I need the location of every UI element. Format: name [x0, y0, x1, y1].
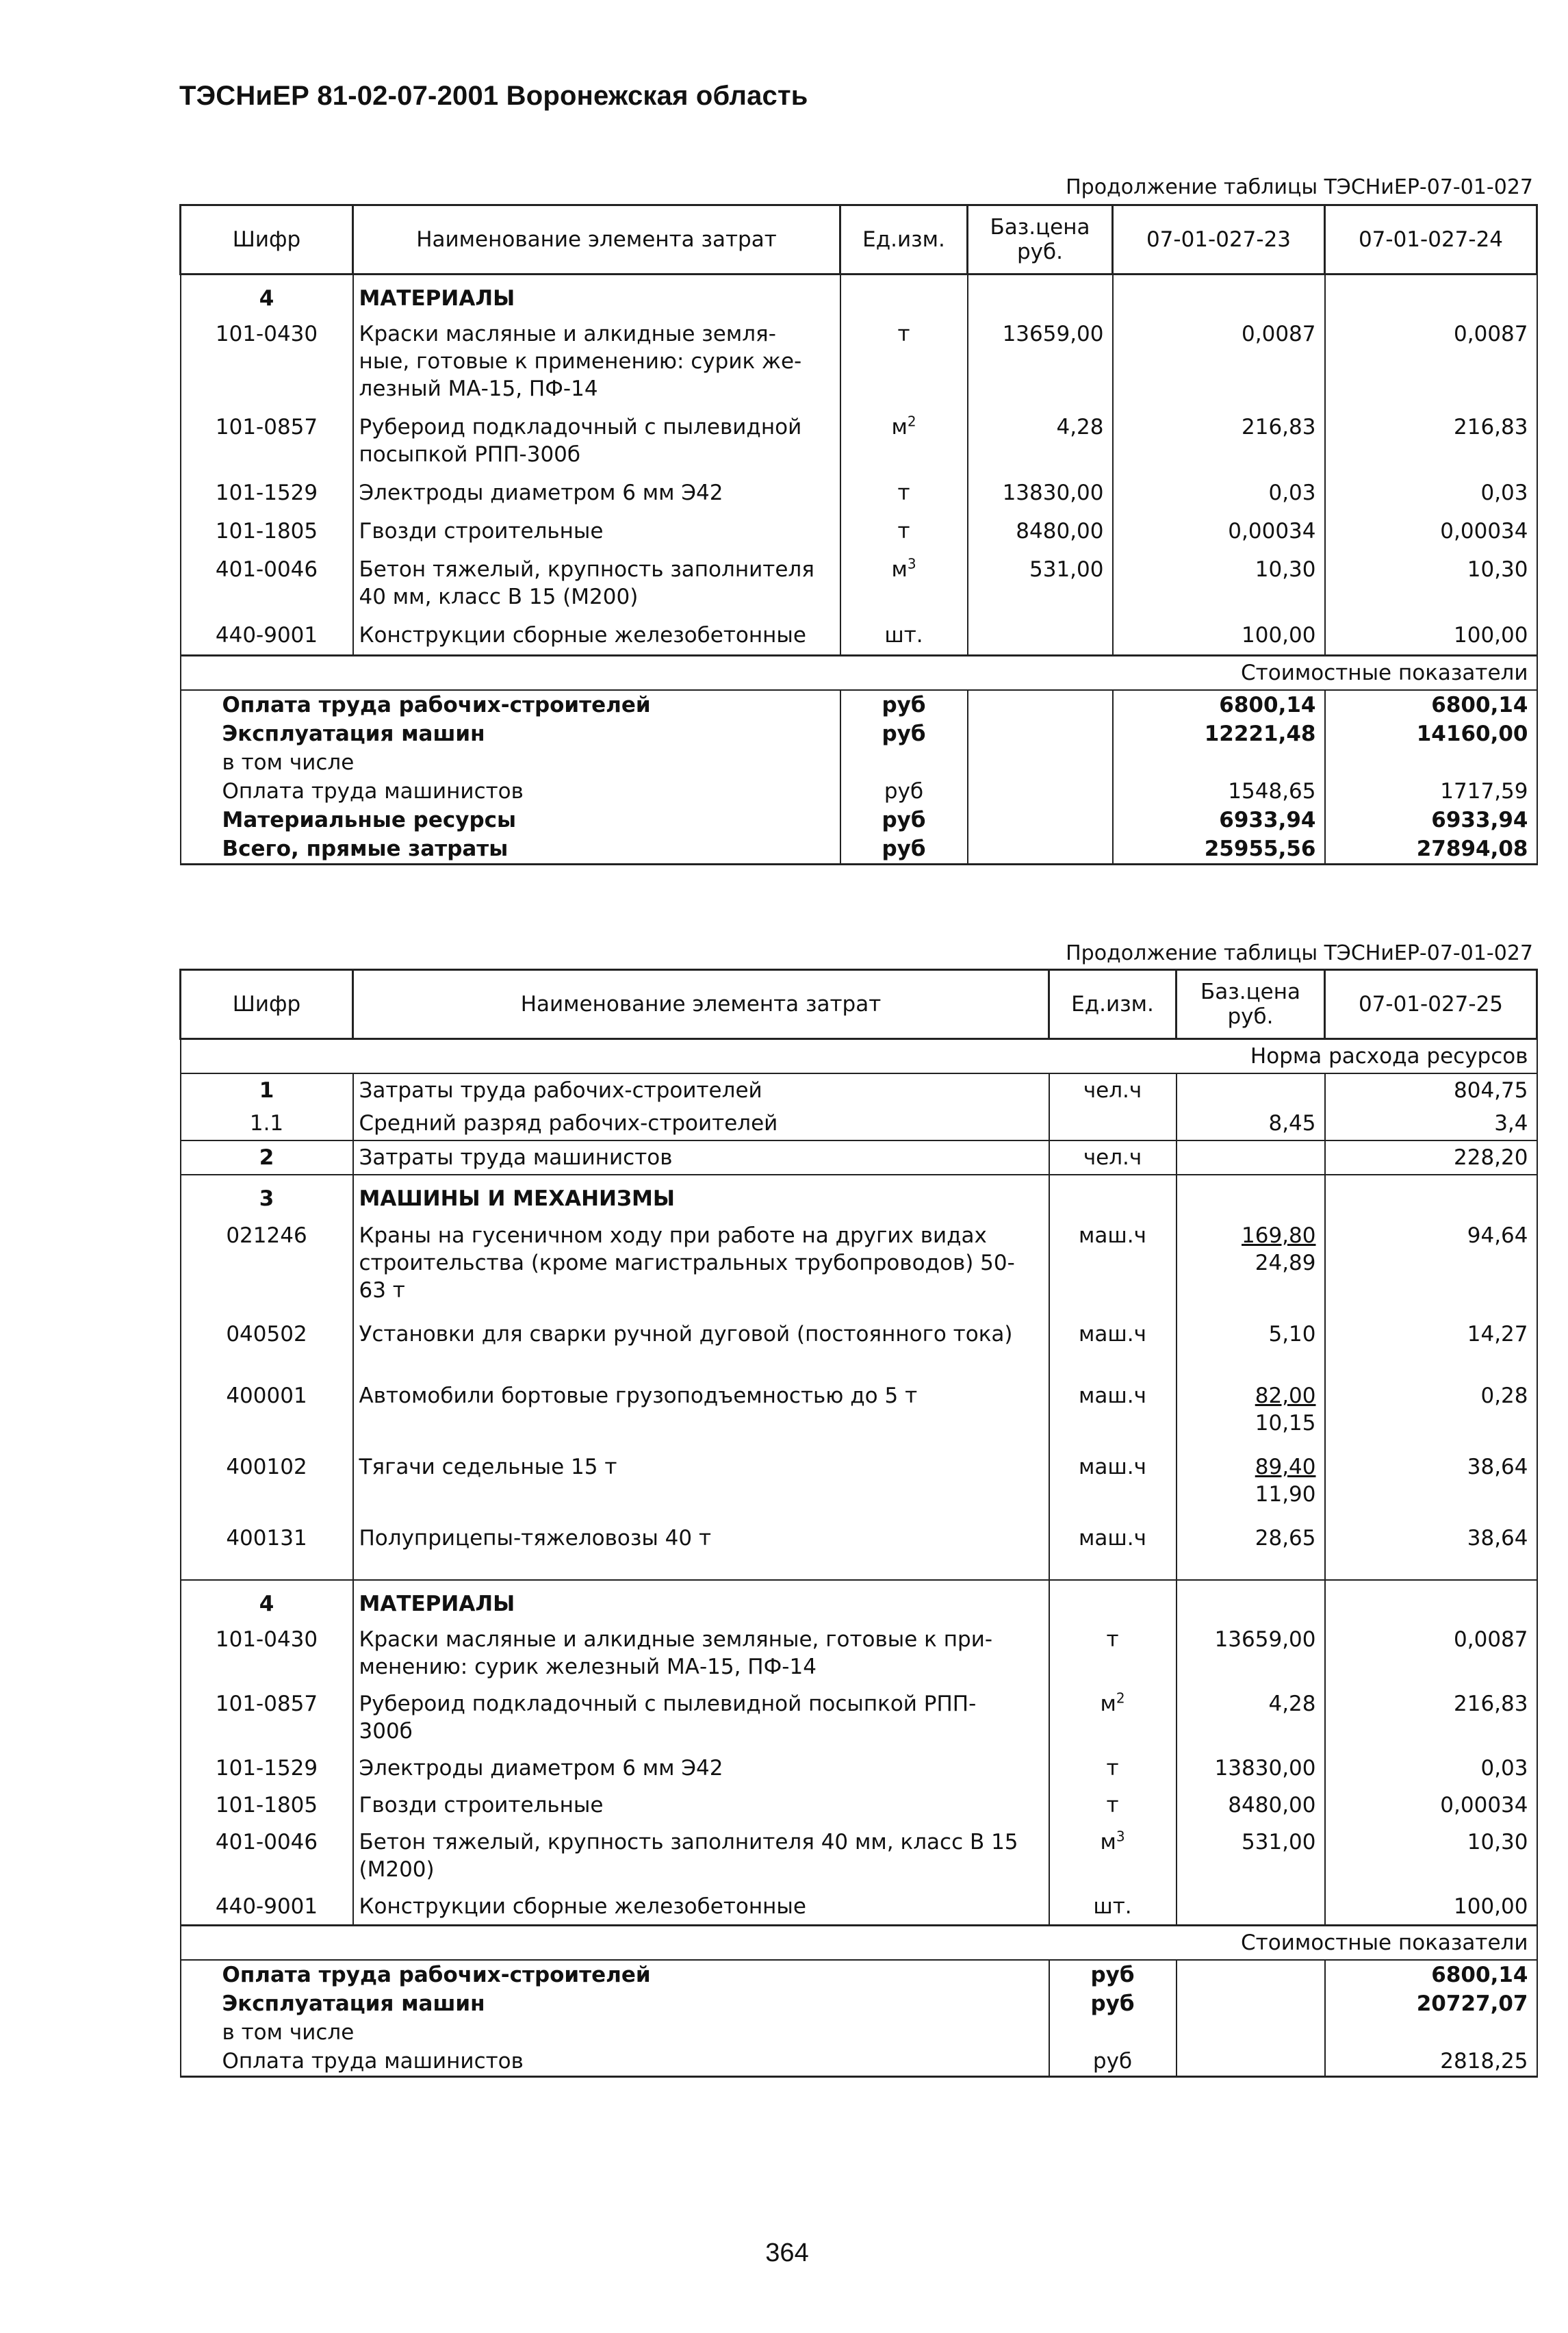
material-value: 10,30: [1325, 1823, 1537, 1887]
labor-price: 8,45: [1177, 1107, 1325, 1140]
unit-superscript: 2: [1116, 1690, 1125, 1707]
cost-price: [968, 690, 1113, 719]
cost-unit: руб: [840, 777, 968, 806]
cost-value-b: 14160,00: [1325, 719, 1537, 748]
material-name: [353, 1823, 1049, 1887]
material-name: [353, 1685, 1049, 1749]
cost-label: Оплата труда машинистов: [181, 777, 840, 806]
material-value-b: 100,00: [1325, 616, 1537, 656]
machine-row: [181, 1518, 1537, 1580]
cost-row: [181, 748, 1537, 777]
name-line: Гвозди строительные: [359, 519, 604, 544]
machine-unit: маш.ч: [1049, 1375, 1177, 1446]
name-line: Установки для сварки ручной дуговой (постоянного тока): [359, 1322, 1013, 1347]
machine-code: 040502: [181, 1314, 353, 1375]
machinist-name: Затраты труда машинистов: [353, 1140, 1049, 1175]
name-line: посыпкой РПП-300б: [359, 442, 581, 467]
material-price: 4,28: [1177, 1685, 1325, 1749]
labor-price: [1177, 1073, 1325, 1107]
cost-label: Оплата труда машинистов: [181, 2047, 1049, 2077]
labor-code: 1: [181, 1073, 353, 1107]
name-line: Конструкции сборные железобетонные: [359, 623, 806, 648]
unit-text: м: [1100, 1830, 1116, 1854]
name-line: Тягачи седельные 15 т: [359, 1455, 617, 1479]
unit-text: т: [1106, 1793, 1119, 1818]
machine-price-value: 5,10: [1268, 1322, 1316, 1347]
table1: [179, 204, 1538, 865]
document-title: ТЭСНиЕР 81-02-07-2001 Воронежская область: [179, 81, 808, 111]
material-value: 0,0087: [1325, 1620, 1537, 1685]
machine-price-value: 89,40: [1255, 1455, 1316, 1479]
machine-price-value: 169,80: [1242, 1223, 1316, 1248]
machine-code: 400102: [181, 1446, 353, 1518]
material-name: [353, 616, 840, 656]
section-machines-row: [181, 1175, 1537, 1215]
cost-value-a: 12221,48: [1113, 719, 1325, 748]
cost-row: [181, 2047, 1537, 2077]
name-line: Автомобили бортовые грузоподъемностью до 5 т: [359, 1384, 918, 1408]
name-line: 63 т: [359, 1278, 405, 1303]
material-code: 440-9001: [181, 616, 353, 656]
cost-label: Всего, прямые затраты: [181, 834, 840, 865]
name-line: Конструкции сборные железобетонные: [359, 1894, 806, 1919]
machinist-unit: чел.ч: [1049, 1140, 1177, 1175]
header-name: Наименование элемента затрат: [353, 970, 1049, 1039]
cost-unit: [840, 748, 968, 777]
material-value: 0,03: [1325, 1749, 1537, 1786]
cost-label: Эксплуатация машин: [181, 1989, 1049, 2018]
section-number: 3: [181, 1175, 353, 1215]
machine-name: [353, 1314, 1049, 1375]
machine-code: 021246: [181, 1215, 353, 1314]
name-line: строительства (кроме магистральных трубопроводов) 50-: [359, 1251, 1015, 1275]
name-line: менению: сурик железный МА-15, ПФ-14: [359, 1655, 817, 1679]
unit-cell: [1049, 1685, 1177, 1749]
unit-cell: [1049, 1620, 1177, 1685]
header-unit: Ед.изм.: [1049, 970, 1177, 1039]
table2: [179, 969, 1538, 2078]
machinist-value: 228,20: [1325, 1140, 1537, 1175]
machine-unit: маш.ч: [1049, 1518, 1177, 1580]
material-value: 0,00034: [1325, 1786, 1537, 1823]
machine-name: [353, 1518, 1049, 1580]
table1-caption: Продолжение таблицы ТЭСНиЕР-07-01-027: [1066, 175, 1533, 199]
name-line: Электроды диаметром 6 мм Э42: [359, 1756, 723, 1781]
unit-cell: [1049, 1887, 1177, 1926]
material-name: [353, 474, 840, 512]
cost-band-label-row: [181, 1926, 1537, 1961]
material-code: 101-1529: [181, 1749, 353, 1786]
machine-price: [1177, 1518, 1325, 1580]
material-value-a: 0,00034: [1113, 512, 1325, 550]
material-row: [181, 1887, 1537, 1926]
machine-name: [353, 1446, 1049, 1518]
material-row: [181, 1823, 1537, 1887]
material-value-b: 0,03: [1325, 474, 1537, 512]
cost-value-b: 6933,94: [1325, 806, 1537, 834]
material-price: [968, 616, 1113, 656]
cost-value-a: 6933,94: [1113, 806, 1325, 834]
unit-text: т: [1106, 1627, 1119, 1652]
section-number: 4: [181, 1580, 353, 1620]
machinist-code: 2: [181, 1140, 353, 1175]
cost-band-label: Стоимостные показатели: [181, 1926, 1537, 1961]
material-value: 216,83: [1325, 1685, 1537, 1749]
material-name: [353, 550, 840, 616]
machine-value: 94,64: [1325, 1215, 1537, 1314]
unit-cell: [840, 408, 968, 474]
material-name: [353, 512, 840, 550]
section-title: МАШИНЫ И МЕХАНИЗМЫ: [353, 1175, 1049, 1215]
unit-cell: [840, 315, 968, 408]
cost-price: [968, 748, 1113, 777]
machine-row: [181, 1375, 1537, 1446]
cost-unit: руб: [840, 690, 968, 719]
labor-name: Средний разряд рабочих-строителей: [353, 1107, 1049, 1140]
unit-cell: [840, 512, 968, 550]
cost-row: [181, 777, 1537, 806]
material-price: 531,00: [968, 550, 1113, 616]
unit-text: м: [891, 557, 908, 582]
material-row: [181, 474, 1537, 512]
unit-cell: [1049, 1749, 1177, 1786]
material-name: [353, 1620, 1049, 1685]
cost-row: [181, 834, 1537, 865]
table1-header-row: [181, 205, 1537, 275]
material-row: [181, 1786, 1537, 1823]
cost-unit: руб: [840, 719, 968, 748]
machine-price-salary: 10,15: [1255, 1411, 1316, 1436]
cost-label: Оплата труда рабочих-строителей: [181, 690, 840, 719]
cost-row: [181, 719, 1537, 748]
cost-value-b: [1325, 748, 1537, 777]
cost-value: 20727,07: [1325, 1989, 1537, 2018]
material-row: [181, 408, 1537, 474]
unit-superscript: 3: [907, 555, 916, 572]
unit-cell: [840, 550, 968, 616]
cost-value-b: 27894,08: [1325, 834, 1537, 865]
labor-name: Затраты труда рабочих-строителей: [353, 1073, 1049, 1107]
material-name: [353, 1786, 1049, 1823]
cost-value-a: 1548,65: [1113, 777, 1325, 806]
machine-price: [1177, 1446, 1325, 1518]
cost-price: [968, 719, 1113, 748]
cost-label: Эксплуатация машин: [181, 719, 840, 748]
header-unit: Ед.изм.: [840, 205, 968, 275]
header-code: Шифр: [181, 205, 353, 275]
machine-code: 400131: [181, 1518, 353, 1580]
unit-cell: [1049, 1823, 1177, 1887]
cost-row: [181, 2018, 1537, 2047]
material-price: 8480,00: [1177, 1786, 1325, 1823]
material-value-a: 0,0087: [1113, 315, 1325, 408]
material-code: 101-1805: [181, 512, 353, 550]
material-code: 101-1529: [181, 474, 353, 512]
machine-price-salary: 24,89: [1255, 1251, 1316, 1275]
machine-value: 38,64: [1325, 1446, 1537, 1518]
cost-value-b: 6800,14: [1325, 690, 1537, 719]
material-name: [353, 1749, 1049, 1786]
unit-text: т: [897, 322, 910, 346]
cost-value: 6800,14: [1325, 1960, 1537, 1989]
unit-text: м: [1100, 1692, 1116, 1716]
labor-code: 1.1: [181, 1107, 353, 1140]
machine-row: [181, 1314, 1537, 1375]
header-base-price: Баз.цена руб.: [1177, 970, 1325, 1039]
unit-cell: [840, 616, 968, 656]
cost-label: в том числе: [181, 748, 840, 777]
machine-price: [1177, 1215, 1325, 1314]
unit-cell: [1049, 1786, 1177, 1823]
material-code: 401-0046: [181, 550, 353, 616]
name-line: Краски масляные и алкидные земляные, готовые к при-: [359, 1627, 993, 1652]
unit-superscript: 3: [1116, 1828, 1125, 1845]
machinist-row: [181, 1140, 1537, 1175]
name-line: лезный МА-15, ПФ-14: [359, 377, 598, 401]
header-col-b: 07-01-027-24: [1325, 205, 1537, 275]
cost-value: 2818,25: [1325, 2047, 1537, 2077]
machine-value: 14,27: [1325, 1314, 1537, 1375]
machine-unit: маш.ч: [1049, 1314, 1177, 1375]
name-line: Рубероид подкладочный с пылевидной: [359, 415, 802, 439]
material-value: 100,00: [1325, 1887, 1537, 1926]
cost-row: [181, 806, 1537, 834]
header-col-a: 07-01-027-23: [1113, 205, 1325, 275]
machine-name: [353, 1375, 1049, 1446]
material-row: [181, 1685, 1537, 1749]
labor-unit: [1049, 1107, 1177, 1140]
cost-row: [181, 690, 1537, 719]
cost-unit: руб: [840, 806, 968, 834]
material-row: [181, 512, 1537, 550]
material-name: [353, 1887, 1049, 1926]
cost-label: в том числе: [181, 2018, 1049, 2047]
cost-band-row: [181, 656, 1537, 691]
table2-caption: Продолжение таблицы ТЭСНиЕР-07-01-027: [1066, 941, 1533, 965]
section-materials-row: [181, 275, 1537, 316]
section-title: МАТЕРИАЛЫ: [353, 275, 840, 316]
material-name: [353, 408, 840, 474]
cost-price: [968, 806, 1113, 834]
cost-unit: руб: [1049, 1960, 1177, 1989]
machine-value: 38,64: [1325, 1518, 1537, 1580]
header-name: Наименование элемента затрат: [353, 205, 840, 275]
section-title: МАТЕРИАЛЫ: [353, 1580, 1049, 1620]
material-row: [181, 1749, 1537, 1786]
material-row: [181, 315, 1537, 408]
labor-row: [181, 1107, 1537, 1140]
labor-row: [181, 1073, 1537, 1107]
name-line: ные, готовые к применению: сурик же-: [359, 349, 802, 374]
material-value-a: 216,83: [1113, 408, 1325, 474]
header-col-a: 07-01-027-25: [1325, 970, 1537, 1039]
material-price: 8480,00: [968, 512, 1113, 550]
material-value-a: 100,00: [1113, 616, 1325, 656]
section-materials-row: [181, 1580, 1537, 1620]
cost-value-a: 6800,14: [1113, 690, 1325, 719]
material-value-b: 216,83: [1325, 408, 1537, 474]
norm-band-label: Норма расхода ресурсов: [181, 1039, 1537, 1074]
material-row: [181, 550, 1537, 616]
material-price: 4,28: [968, 408, 1113, 474]
material-row: [181, 1620, 1537, 1685]
header-code: Шифр: [181, 970, 353, 1039]
machine-price-value: 28,65: [1255, 1526, 1316, 1551]
unit-text: шт.: [1093, 1894, 1132, 1919]
cost-row: [181, 1989, 1537, 2018]
page-number: 364: [765, 2239, 809, 2267]
material-price: 531,00: [1177, 1823, 1325, 1887]
machine-unit: маш.ч: [1049, 1446, 1177, 1518]
name-line: 40 мм, класс В 15 (М200): [359, 585, 639, 609]
unit-text: м: [891, 415, 908, 439]
name-line: Бетон тяжелый, крупность заполнителя: [359, 557, 814, 582]
material-value-b: 10,30: [1325, 550, 1537, 616]
material-code: 101-0430: [181, 1620, 353, 1685]
material-code: 101-0857: [181, 1685, 353, 1749]
unit-text: т: [897, 519, 910, 544]
name-line: Полуприцепы-тяжеловозы 40 т: [359, 1526, 712, 1551]
machine-price-value: 82,00: [1255, 1384, 1316, 1408]
material-code: 101-1805: [181, 1786, 353, 1823]
cost-unit: [1049, 2018, 1177, 2047]
material-price: 13830,00: [1177, 1749, 1325, 1786]
name-line: Краски масляные и алкидные земля-: [359, 322, 776, 346]
machine-unit: маш.ч: [1049, 1215, 1177, 1314]
material-row: [181, 616, 1537, 656]
material-code: 101-0857: [181, 408, 353, 474]
unit-text: шт.: [884, 623, 923, 648]
table2-header-row: [181, 970, 1537, 1039]
name-line: (М200): [359, 1857, 435, 1882]
material-value-a: 10,30: [1113, 550, 1325, 616]
cost-label: Материальные ресурсы: [181, 806, 840, 834]
cost-value: [1325, 2018, 1537, 2047]
cost-unit: руб: [1049, 1989, 1177, 2018]
section-number: 4: [181, 275, 353, 316]
material-price: 13659,00: [1177, 1620, 1325, 1685]
cost-unit: руб: [840, 834, 968, 865]
machinist-price: [1177, 1140, 1325, 1175]
unit-superscript: 2: [907, 413, 916, 430]
cost-price: [968, 834, 1113, 865]
material-name: [353, 315, 840, 408]
name-line: Электроды диаметром 6 мм Э42: [359, 481, 723, 505]
name-line: 300б: [359, 1719, 413, 1744]
name-line: Краны на гусеничном ходу при работе на других видах: [359, 1223, 987, 1248]
unit-text: т: [897, 481, 910, 505]
cost-price: [1177, 2018, 1325, 2047]
labor-value: 3,4: [1325, 1107, 1537, 1140]
norm-band-label-row: [181, 1039, 1537, 1074]
cost-unit: руб: [1049, 2047, 1177, 2077]
material-value-a: 0,03: [1113, 474, 1325, 512]
cost-row: [181, 1960, 1537, 1989]
material-code: 440-9001: [181, 1887, 353, 1926]
material-price: 13659,00: [968, 315, 1113, 408]
material-value-b: 0,0087: [1325, 315, 1537, 408]
unit-cell: [840, 474, 968, 512]
material-code: 401-0046: [181, 1823, 353, 1887]
machine-value: 0,28: [1325, 1375, 1537, 1446]
labor-unit: чел.ч: [1049, 1073, 1177, 1107]
labor-value: 804,75: [1325, 1073, 1537, 1107]
machine-price-salary: 11,90: [1255, 1482, 1316, 1507]
machine-row: [181, 1446, 1537, 1518]
machine-code: 400001: [181, 1375, 353, 1446]
cost-band-label: Стоимостные показатели: [181, 656, 1537, 691]
material-price: [1177, 1887, 1325, 1926]
machine-name: [353, 1215, 1049, 1314]
cost-label: Оплата труда рабочих-строителей: [181, 1960, 1049, 1989]
name-line: Бетон тяжелый, крупность заполнителя 40 мм, класс В 15: [359, 1830, 1018, 1854]
cost-price: [968, 777, 1113, 806]
cost-value-a: 25955,56: [1113, 834, 1325, 865]
material-code: 101-0430: [181, 315, 353, 408]
cost-value-b: 1717,59: [1325, 777, 1537, 806]
cost-price: [1177, 1989, 1325, 2018]
machine-row: [181, 1215, 1537, 1314]
unit-text: т: [1106, 1756, 1119, 1781]
material-price: 13830,00: [968, 474, 1113, 512]
header-base-price: Баз.цена руб.: [968, 205, 1113, 275]
cost-value-a: [1113, 748, 1325, 777]
machine-price: [1177, 1375, 1325, 1446]
name-line: Гвозди строительные: [359, 1793, 604, 1818]
machine-price: [1177, 1314, 1325, 1375]
cost-price: [1177, 1960, 1325, 1989]
material-value-b: 0,00034: [1325, 512, 1537, 550]
cost-price: [1177, 2047, 1325, 2077]
name-line: Рубероид подкладочный с пылевидной посыпкой РПП-: [359, 1692, 977, 1716]
